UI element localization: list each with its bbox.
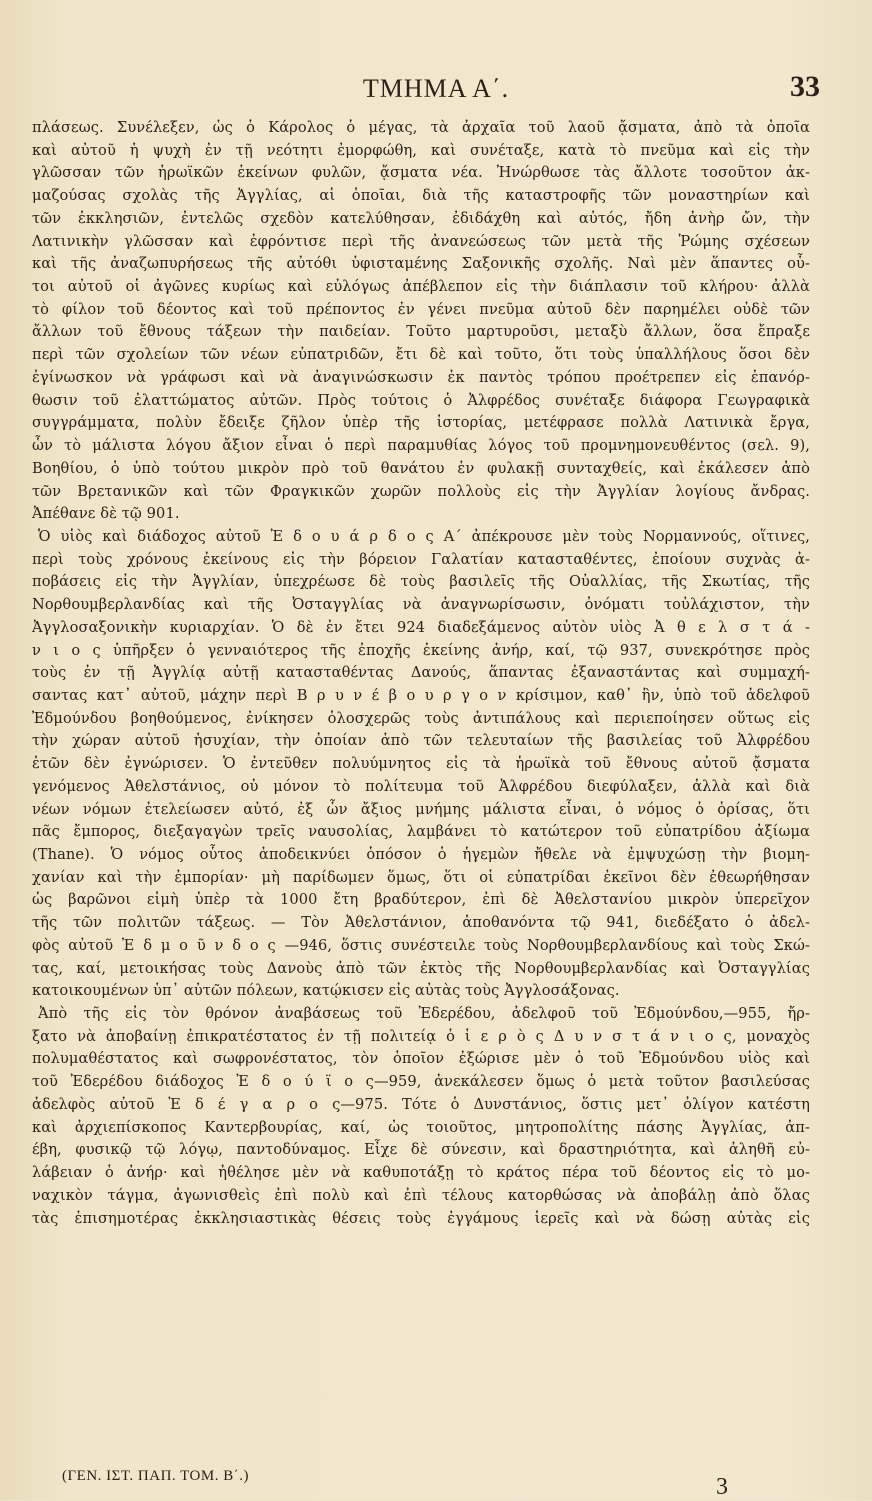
- text-line: περὶ τοὺς χρόνους ἐκείνους εἰς τὴν βόρειον Γαλατίαν κατασταθέντες, ἐποίουν συχνὰς ἀ-: [32, 550, 810, 568]
- text-line: πᾶς ἔμπορος, διεξαγαγὼν τρεῖς ναυσολίας, λαμβάνει τὸ κατώτερον τοῦ εὐπατρίδου ἀξίωμα: [32, 823, 810, 841]
- text-line: μαζούσας σχολὰς τῆς Ἀγγλίας, αἱ ὁποῖαι, διὰ τῆς καταστροφῆς τῶν μοναστηρίων καὶ: [32, 187, 810, 205]
- text-line: τοὺς ἐν τῇ Ἀγγλίᾳ αὐτῇ κατασταθέντας Δανούς, ἅπαντας ἐξαναστάντας καὶ συμμαχή-: [32, 664, 810, 682]
- text-line: χανίαν καὶ τὴν ἐμπορίαν· μὴ παρίδωμεν ὅμως, ὅτι οἱ εὐπατρίδαι ἐκεῖνοι δὲν ἐθεωρήθησαν: [32, 868, 810, 886]
- text-line: νέων νόμων ἐτελείωσεν αὐτό, ἐξ ὧν ἄξιος μνήμης μάλιστα εἶναι, ὁ νόμος ὁ ὁρίσας, ὅτι: [32, 800, 810, 818]
- text-line: κατοικουμένων ὑπ᾿ αὐτῶν πόλεων, κατῴκισεν εἰς αὐτὰς τοὺς Ἀγγλοσάξονας.: [32, 982, 620, 1000]
- text-line: Νορθουμβερλανδίας καὶ τῆς Ὀσταγγλίας νὰ ἀναγνωρίσωσιν, ὀνόματι τοὐλάχιστον, τὴν: [32, 596, 810, 614]
- text-line: γενόμενος Ἀθελστάνιος, οὐ μόνον τὸ πολίτευμα τοῦ Ἀλφρέδου διεφύλαξεν, ἀλλὰ καὶ διὰ: [32, 777, 810, 795]
- text-line: Λατινικὴν γλῶσσαν καὶ ἐφρόντισε περὶ τῆς ἀνανεώσεως τῶν μετὰ τῆς Ῥώμης σχέσεων: [32, 232, 810, 250]
- text-line: Ἀγγλοσαξονικὴν κυριαρχίαν. Ὁ δὲ ἐν ἔτει 924 διαδεξάμενος αὐτὸν υἱὸς Ἀ θ ε λ σ τ ά -: [32, 618, 810, 636]
- text-line: πλάσεως. Συνέλεξεν, ὡς ὁ Κάρολος ὁ μέγας, τὰ ἀρχαῖα τοῦ λαοῦ ᾄσματα, ἀπὸ τὰ ὁποῖα: [32, 119, 810, 136]
- text-line: φὸς αὐτοῦ Ἐ δ μ ο ῦ ν δ ο ς —946, ὅστις συνέστειλε τοὺς Νορθουμβερλανδίους καὶ τοὺς Σκώ-: [32, 936, 810, 954]
- text-line: ναχικὸν τάγμα, ἀγωνισθεὶς ἐπὶ πολὺ καὶ ἐπὶ τέλους κατορθώσας νὰ ἀποβάλῃ ἀπὸ ὅλας: [32, 1186, 810, 1204]
- text-line: τῶν ἐκκλησιῶν, ἐντελῶς σχεδὸν κατελύθησαν, ἐδιδάχθη καὶ αὐτός, ἤδη ἀνὴρ ὤν, τὴν: [32, 209, 810, 227]
- text-line: Ἀπὸ τῆς εἰς τὸν θρόνον ἀναβάσεως τοῦ Ἐδερέδου, ἀδελφοῦ τοῦ Ἐδμούνδου,—955, ἤρ-: [38, 1005, 810, 1023]
- text-line: Ὁ υἱὸς καὶ διάδοχος αὐτοῦ Ἐ δ ο υ ά ρ δ ο ς Α΄ ἀπέκρουσε μὲν τοὺς Νορμαννούς, οἵτινες,: [38, 527, 810, 545]
- text-line: ἄλλων τοῦ ἔθνους τάξεων τὴν παιδείαν. Τοῦτο μαρτυροῦσι, μεταξὺ ἄλλων, ὅσα ἔπραξε: [32, 323, 810, 341]
- text-line: τὸ φίλον τοῦ δέοντος καὶ τοῦ πρέποντος ἐν γένει πνεῦμα αὐτοῦ δὲν παρημέλει οὐδὲ τῶν: [32, 300, 810, 318]
- text-line: ποβάσεις εἰς τὴν Ἀγγλίαν, ὑπεχρέωσε δὲ τοὺς βασιλεῖς τῆς Οὐαλλίας, τῆς Σκωτίας, τῆς: [32, 573, 810, 591]
- text-line: ξατο νὰ ἀποβαίνῃ ἐπικρατέστατος ἐν τῇ πολιτείᾳ ὁ ἱ ε ρ ὸ ς Δ υ ν σ τ ά ν ι ο ς, μοναχὸς: [32, 1027, 810, 1045]
- text-line: ὧν τὸ μάλιστα λόγου ἄξιον εἶναι ὁ περὶ παραμυθίας λόγος τοῦ προμνημονευθέντος (σελ. 9),: [32, 437, 810, 455]
- text-line: τῆς τῶν πολιτῶν τάξεως. — Τὸν Ἀθελστάνιον, ἀποθανόντα τῷ 941, διεδέξατο ὁ ἀδελ-: [32, 914, 810, 932]
- text-line: τῶν Βρετανικῶν καὶ τῶν Φραγκικῶν χωρῶν πολλοὺς εἰς τὴν Ἀγγλίαν λογίους ἄνδρας.: [32, 482, 810, 500]
- text-line: (Thane). Ὁ νόμος οὗτος ἀποδεικνύει ὁπόσον ὁ ἡγεμὼν ἤθελε νὰ ἐμψυχώσῃ τὴν βιομη-: [32, 846, 810, 863]
- text-line: τὰς ἐπισημοτέρας ἐκκλησιαστικὰς θέσεις τοὺς ἐγγάμους ἱερεῖς καὶ νὰ δώσῃ αὐτὰς εἰς: [32, 1209, 810, 1227]
- text-line: τὴν χώραν αὐτοῦ ἡσυχίαν, τὴν ὁποίαν ἀπὸ τῶν τελευταίων τῆς βασιλείας τοῦ Ἀλφρέδου: [32, 732, 810, 750]
- running-head: ΤΜΗΜΑ Α΄.: [362, 74, 510, 103]
- text-line: λάβειαν ὁ ἀνήρ· καὶ ἠθέλησε μὲν νὰ καθυποτάξῃ τὸ κράτος πέρα τοῦ δέοντος εἰς τὸ μο-: [32, 1164, 810, 1182]
- text-line: Ἐδμούνδου βοηθούμενος, ἐνίκησεν ὁλοσχερῶς τοὺς ἀντιπάλους καὶ περιεποίησεν οὕτως εἰς: [32, 709, 810, 727]
- printer-signature: (ΓΕΝ. ΙΣΤ. ΠΑΠ. ΤΟΜ. Β΄.): [62, 1468, 249, 1484]
- text-line: έβη, φυσικῷ τῷ λόγῳ, παντοδύναμος. Εἶχε δὲ σύνεσιν, καὶ δραστηριότητα, καὶ ἀληθῆ εὐ-: [32, 1141, 810, 1159]
- text-line: συγγράμματα, πολὺν ἔδειξε ζῆλον ὑπὲρ τῆς ἱστορίας, μετέφρασε πολλὰ Λατινικὰ ἔργα,: [32, 414, 810, 432]
- text-body: [32, 117, 810, 1230]
- text-line: καὶ αὐτοῦ ἡ ψυχὴ ἐν τῇ νεότητι ἐμορφώθη, καὶ συνέταξε, κατὰ τὸ πνεῦμα καὶ εἰς τὴν: [32, 141, 810, 159]
- text-line: καὶ τῆς ἀναζωπυρήσεως τῆς αὐτόθι ὑφισταμένης Σαξονικῆς σχολῆς. Ναὶ μὲν ἅπαντες οὗ-: [32, 255, 810, 273]
- page-header: [0, 70, 872, 110]
- text-line: καὶ ἀρχιεπίσκοπος Καντερβουρίας, καί, ὡς τοιοῦτος, μητροπολίτης πάσης Ἀγγλίας, ἀπ-: [32, 1118, 810, 1136]
- text-line: ἐγίνωσκον νὰ γράφωσι καὶ νὰ ἀναγινώσκωσιν ἐκ παντὸς τρόπου προέτρεπεν εἰς ἐπανόρ-: [32, 368, 810, 386]
- text-line: Ἀπέθανε δὲ τῷ 901.: [32, 505, 180, 523]
- text-line: θωσιν τοῦ ἐλαττώματος αὐτῶν. Πρὸς τούτοις ὁ Ἀλφρέδος συνέταξε διάφορα Γεωγραφικὰ: [32, 391, 810, 409]
- text-line: σαντας κατ᾿ αὐτοῦ, μάχην περὶ Β ρ υ ν έ β ο υ ρ γ ο ν κρίσιμον, καθ᾿ ἣν, ὑπὸ τοῦ ἀδελφοῦ: [32, 686, 810, 704]
- page-footer: [0, 1468, 872, 1498]
- text-line: ἀδελφὸς αὐτοῦ Ἐ δ έ γ α ρ ο ς—975. Τότε ὁ Δυνστάνιος, ὅστις μετ᾿ ὀλίγον κατέστη: [32, 1095, 810, 1113]
- signature-mark: 3: [716, 1474, 728, 1500]
- page-number: 33: [790, 70, 820, 103]
- text-line: ἐτῶν δὲν ἐγνώρισεν. Ὁ ἐντεῦθεν πολυύμνητος εἰς τὰ ἡρωϊκὰ τοῦ ἔθνους αὐτοῦ ᾄσματα: [32, 755, 810, 773]
- text-line: ν ι ο ς ὑπῆρξεν ὁ γενναιότερος τῆς ἐποχῆς ἐκείνης ἀνήρ, καί, τῷ 937, συνεκρότησε πρὸς: [32, 641, 810, 659]
- text-line: τοῦ Ἐδερέδου διάδοχος Ἐ δ ο ύ ϊ ο ς—959, ἀνεκάλεσεν ὅμως ὁ μετὰ τοῦτον βασιλεύσας: [32, 1073, 810, 1091]
- text-line: Βοηθίου, ὁ ὑπὸ τούτου μικρὸν πρὸ τοῦ θανάτου ἐν φυλακῇ συνταχθείς, καὶ ἐκάλεσεν ἀπὸ: [32, 459, 810, 477]
- text-line: τας, καί, μετοικήσας τοὺς Δανοὺς ἀπὸ τῶν ἐκτὸς τῆς Νορθουμβερλανδίας καὶ Ὀσταγγλίας: [32, 959, 810, 977]
- text-line: πολυμαθέστατος καὶ σωφρονέστατος, τὸν ὁποῖον ἐξώρισε μὲν ὁ τοῦ Ἐδμούνδου υἱὸς καὶ: [32, 1050, 810, 1068]
- text-line: γλῶσσαν τῶν ἡρωϊκῶν ἐκείνων φυλῶν, ᾄσματα νέα. Ἠνώρθωσε τὰς ἄλλοτε τοσοῦτον ἀκ-: [32, 164, 810, 182]
- text-line: ὡς βαρῶνοι εἰμὴ ὑπὲρ τὰ 1000 ἔτη βραδύτερον, ἐπὶ δὲ Ἀθελστανίου μικρὸν ὑπερεῖχον: [32, 891, 810, 909]
- text-line: περὶ τῶν σχολείων τῶν νέων εὐπατριδῶν, ἔτι δὲ καὶ τοῦτο, ὅτι τοὺς ὑπαλλήλους ὅσοι δὲν: [32, 346, 810, 364]
- text-line: τοι αὐτοῦ οἱ ἀγῶνες κυρίως καὶ εὐλόγως ἀπέβλεπον εἰς τὴν διάπλασιν τοῦ κλήρου· ἀλλὰ: [32, 278, 810, 296]
